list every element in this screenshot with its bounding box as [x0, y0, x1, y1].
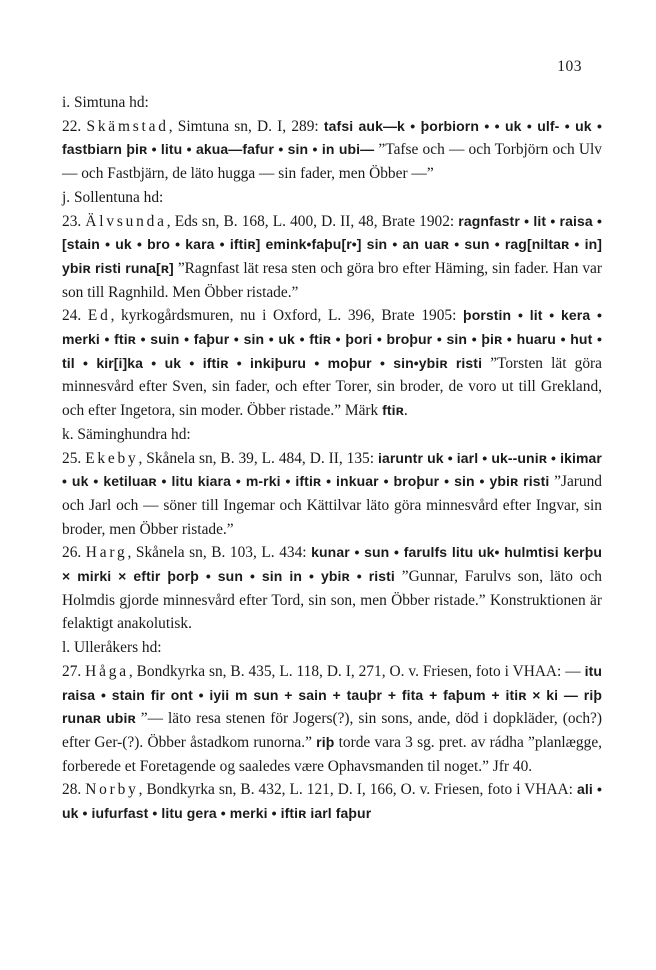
runic-transcription: ragnfastr • lit • raisa • [stain • uk • bro • kara • iftiʀ] emink•faþu[r•] sin • an uaʀ • sun • rag[niltaʀ • in] ybiʀ risti runa[ʀ] [62, 212, 602, 276]
section-heading: k. Säminghundra hd: [62, 425, 191, 443]
inscription-entry [62, 210, 602, 305]
text-span: 26. [62, 544, 86, 562]
inscription-entry [62, 447, 602, 542]
runic-transcription: ftiʀ [382, 402, 404, 419]
text-span: 23. [62, 212, 86, 230]
text-span: ”— läto resa stenen för Jogers(?), sin sons, ande, död i dopkläder, (och?) efter Ger-(?). Öbber åstadkom runorna.” [62, 710, 602, 751]
place-name: Håga [85, 662, 129, 680]
runic-transcription: riþ [316, 733, 335, 750]
text-span: 25. [62, 449, 86, 467]
text-span: ”Gunnar, Farulvs son, läto och Holmdis gjorde minnesvård efter Tord, sin son, men Öbber ristade.” Konstruktionen är felaktigt anakolutisk. [62, 568, 602, 633]
section-heading: i. Simtuna hd: [62, 94, 149, 111]
text-span: ”Jarund och Jarl och — söner till Ingemar och Kättilvar läto göra minnesvård efter Ingvar, sin broder, men Öbber ristade.” [62, 473, 602, 538]
inscription-entry [62, 660, 602, 779]
inscription-entry [62, 304, 602, 423]
runic-transcription: þorstin • lit • kera • merki • ftiʀ • suin • faþur • sin • uk • ftiʀ • þori • broþur • sin • þiʀ • huaru • hut • til • kir[i]ka • uk • iftiʀ • inkiþuru • moþur • sin•ybiʀ risti [62, 307, 602, 371]
text-span: 28. [62, 781, 86, 799]
page-body [62, 91, 602, 826]
text-span: torde vara 3 sg. pret. av rádha ”planlægge, forberede et Foretagende og saaledes være Ophavsmanden til noget.” Jfr 40. [62, 733, 602, 775]
place-name: Norby [85, 781, 139, 799]
place-name: Ekeby [85, 449, 139, 467]
runic-transcription: itu raisa • stain fir ont • iyii m sun + sain + tauþr + fita + faþum + itiʀ × ki — riþ runaʀ ubiʀ [62, 662, 602, 727]
text-span: 24. [62, 307, 88, 325]
section-heading: j. Sollentuna hd: [62, 188, 164, 206]
text-span: ”Tafse och — och Torbjörn och Ulv — och Fastbjärn, de läto hugga — sin fader, men Öbber —” [62, 141, 602, 183]
inscription-entry [62, 778, 602, 825]
place-name: Älvsunda [85, 212, 167, 230]
place-name: Harg [85, 544, 128, 562]
runic-transcription: ali • uk • iufurfast • litu gera • merki • iftiʀ iarl faþur [62, 781, 602, 822]
runic-transcription: kunar • sun • farulfs litu uk• hulmtisi kerþu × mirki × eftir þorþ • sun • sin in • ybiʀ • risti [62, 544, 602, 585]
text-span: 22. [62, 117, 87, 135]
inscription-entry [62, 541, 602, 636]
text-span: 27. [62, 662, 86, 680]
section-heading: l. Ulleråkers hd: [62, 639, 162, 657]
text-span: ”Torsten lät göra minnesvård efter Sven, sin fader, och efter Torer, sin broder, de voro ut till Grekland, och efter Ingetora, sin moder. Öbber ristade.” Märk [62, 354, 602, 420]
text-span: . [403, 402, 408, 420]
text-span: ”Ragnfast lät resa sten och göra bro efter Häming, sin fader. Han var son till Ragnhild. Men Öbber ristade.” [62, 259, 603, 301]
page-number: 103 [557, 58, 582, 75]
place-name: Ed [87, 307, 111, 325]
runic-transcription: iaruntr uk • iarl • uk--uniʀ • ikimar • uk • ketiluaʀ • litu kiara • m-rki • iftiʀ • inkuar • broþur • sin • ybiʀ risti [62, 449, 602, 490]
text-span: , Bondkyrka sn, B. 432, L. 121, D. I, 166, O. v. Friesen, foto i VHAA: [138, 781, 577, 799]
text-span: , kyrkogårdsmuren, nu i Oxford, L. 396, Brate 1905: [110, 307, 464, 325]
text-span: , Eds sn, B. 168, L. 400, D. II, 48, Brate 1902: [166, 212, 459, 230]
runic-transcription: tafsi auk—k • þorbiorn • • uk • ulf- • uk • fastbiarn þiʀ • litu • akua—fafur • sin • in ubi— [62, 117, 602, 158]
text-span: , Simtuna sn, D. I, 289: [168, 117, 324, 135]
text-span: , Skånela sn, B. 103, L. 434: [127, 544, 312, 562]
inscription-entry [62, 115, 602, 186]
place-name: Skämstad [86, 117, 169, 135]
text-span: , Bondkyrka sn, B. 435, L. 118, D. I, 271, O. v. Friesen, foto i VHAA: — [128, 662, 585, 680]
text-span: , Skånela sn, B. 39, L. 484, D. II, 135: [138, 449, 378, 467]
